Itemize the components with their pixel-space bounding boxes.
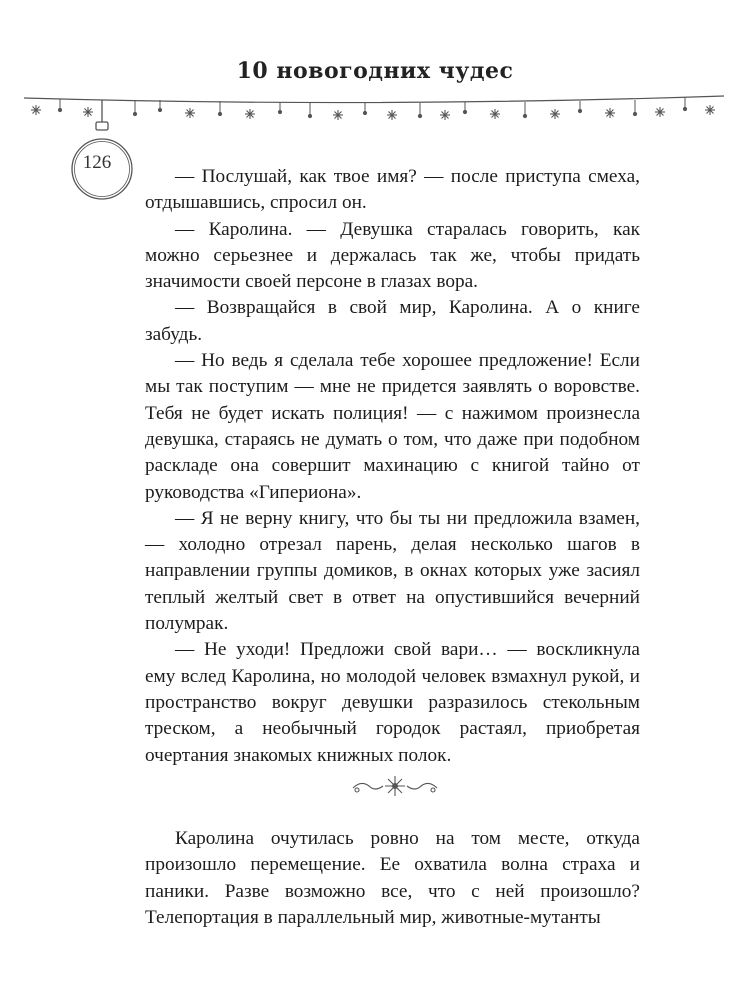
page-number: 126 bbox=[82, 152, 112, 173]
paragraph: — Но ведь я сделала тебе хорошее предложение! Если мы так поступим — мне не придется заявлять о воровстве. Тебя не будет искать полиция! — с нажимом произнесла девушка, стараясь не думать о том, что даже при подобном раскладе она совершит махинацию с книгой тайно от руководства «Гипериона». bbox=[145, 350, 640, 503]
christmas-ornament-icon bbox=[72, 100, 132, 199]
paragraph: — Не уходи! Предложи свой вари… — воскликнула ему вслед Каролина, но молодой человек взмахнул рукой, и пространство вокруг девушки разразилось стекольным треском, а необычный городок растаял, приобретая очертания знакомых книжных полок. bbox=[145, 639, 640, 766]
running-head-title: 10 новогодних чудес bbox=[236, 58, 514, 84]
paragraph: Каролина очутилась ровно на том месте, откуда произошло перемещение. Ее охватила волна страха и паники. Разве возможно все, что с ней произошло? Телепортация в параллельный мир, животные-мутанты bbox=[145, 828, 640, 928]
paragraph: — Возвращайся в свой мир, Каролина. А о книге забудь. bbox=[145, 297, 640, 345]
paragraph: — Послушай, как твое имя? — после приступа смеха, отдышавшись, спросил он. bbox=[145, 166, 640, 214]
body-text-after-break bbox=[145, 826, 640, 931]
snowflake-divider-icon bbox=[345, 768, 445, 804]
paragraph: — Я не верну книгу, что бы ты ни предложила взамен, — холодно отрезал парень, делая несколько шагов в направлении группы домиков, в окнах которых уже засиял теплый желтый свет в ответ на опустившийся вечерний полумрак. bbox=[145, 507, 640, 635]
body-text bbox=[145, 164, 640, 769]
paragraph: — Каролина. — Девушка старалась говорить, как можно серьезнее и держалась так же, чтобы придать значимости своей персоне в глазах вора. bbox=[145, 218, 640, 293]
